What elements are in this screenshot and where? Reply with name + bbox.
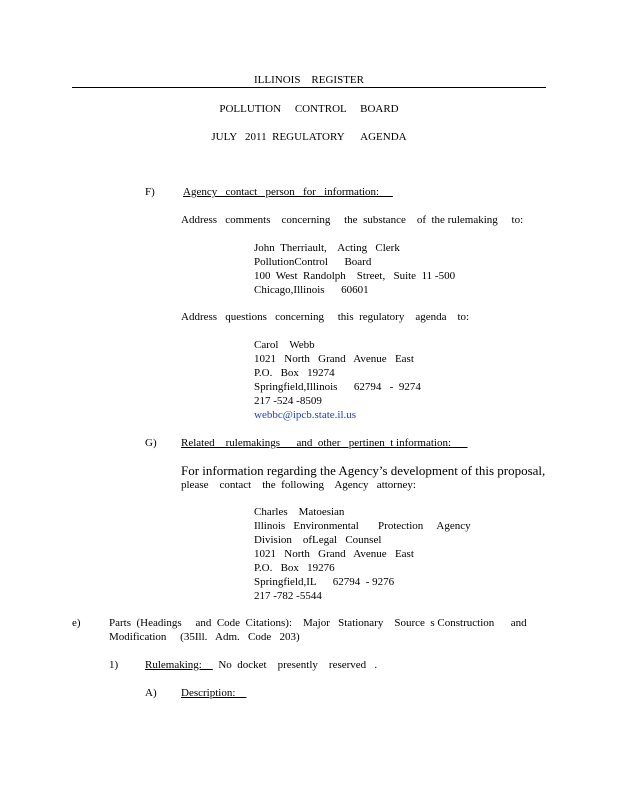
comments-contact-line: PollutionControl Board	[254, 256, 372, 268]
agency-info-line: For information regarding the Agency’s development of this proposal,	[181, 463, 546, 478]
email-link[interactable]: webbc@ipcb.state.il.us	[254, 409, 357, 421]
section-f-heading: Agency contact person for information:	[183, 186, 393, 198]
item-1-marker: 1)	[109, 659, 119, 671]
section-e-marker: e)	[72, 617, 81, 629]
questions-intro: Address questions concerning this regulatory agenda to:	[181, 311, 470, 323]
section-f-marker: F)	[145, 186, 155, 198]
description-label: Description:	[181, 687, 247, 699]
item-a-marker: A)	[145, 687, 157, 699]
comments-contact-line: 100 West Randolph Street, Suite 11 -500	[254, 270, 456, 282]
comments-intro: Address comments concerning the substance of the rulemaking to:	[181, 214, 524, 226]
comments-contact-line: Chicago,Illinois 60601	[254, 284, 369, 296]
attorney-contact-line: Division ofLegal Counsel	[254, 534, 382, 546]
attorney-contact-line: 217 -782 -5544	[254, 590, 322, 602]
rulemaking-text: No docket presently reserved .	[212, 659, 378, 671]
contact-intro: please contact the following Agency attorney:	[181, 479, 416, 491]
questions-contact-line: Carol Webb	[254, 339, 315, 351]
section-g-marker: G)	[145, 437, 157, 449]
register-title: ILLINOIS REGISTER	[254, 74, 364, 86]
attorney-contact-line: P.O. Box 19276	[254, 562, 335, 574]
attorney-contact-line: Illinois Environmental Protection Agency	[254, 520, 471, 532]
comments-contact-line: John Therriault, Acting Clerk	[254, 242, 400, 254]
questions-contact-line: 217 -524 -8509	[254, 395, 322, 407]
parts-line: Parts (Headings and Code Citations): Major Stationary Source s Construction and	[109, 617, 527, 629]
agenda-title: JULY 2011 REGULATORY AGENDA	[211, 131, 407, 143]
attorney-contact-line: 1021 North Grand Avenue East	[254, 548, 414, 560]
attorney-contact-line: Springfield,IL 62794 - 9276	[254, 576, 395, 588]
rulemaking-label: Rulemaking:	[145, 659, 213, 671]
agency-title: POLLUTION CONTROL BOARD	[219, 103, 399, 115]
section-g-heading: Related rulemakings and other pertinen t information:	[181, 437, 468, 449]
questions-contact-line: Springfield,Illinois 62794 - 9274	[254, 381, 421, 393]
rulemaking-line	[145, 659, 377, 672]
attorney-contact-line: Charles Matoesian	[254, 506, 345, 518]
questions-contact-line: P.O. Box 19274	[254, 367, 335, 379]
questions-contact-line: 1021 North Grand Avenue East	[254, 353, 414, 365]
header-divider	[72, 87, 546, 88]
parts-line: Modification (35Ill. Adm. Code 203)	[109, 631, 300, 643]
